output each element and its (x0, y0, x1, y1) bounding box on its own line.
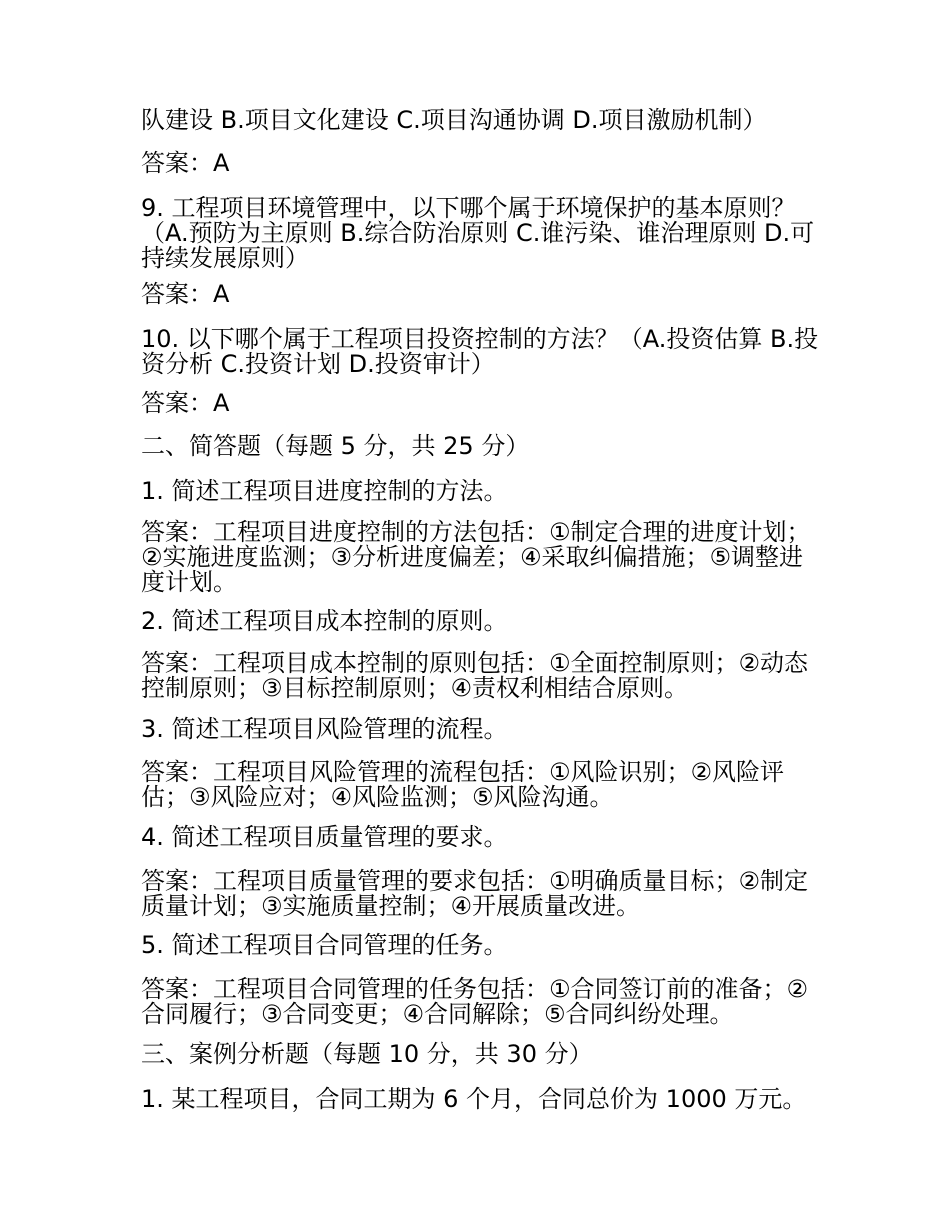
answer-8: 答案：A (141, 149, 230, 177)
short-answer-3: 答案：工程项目风险管理的流程包括：①风险识别；②风险评估；③风险应对；④风险监测；⑤风险沟通。 (141, 758, 785, 811)
answer-10: 答案：A (141, 389, 230, 417)
short-answer-5: 答案：工程项目合同管理的任务包括：①合同签订前的准备；②合同履行；③合同变更；④合同解除；⑤合同纠纷处理。 (141, 975, 809, 1028)
short-answer-4: 答案：工程项目质量管理的要求包括：①明确质量目标；②制定质量计划；③实施质量控制；④开展质量改进。 (141, 867, 809, 920)
short-answer-question-3: 3. 简述工程项目风险管理的流程。 (141, 715, 508, 743)
question-8-options-continued: 队建设 B.项目文化建设 C.项目沟通协调 D.项目激励机制） (141, 106, 767, 134)
short-answer-question-1: 1. 简述工程项目进度控制的方法。 (141, 477, 508, 505)
short-answer-2: 答案：工程项目成本控制的原则包括：①全面控制原则；②动态控制原则；③目标控制原则；④责权利相结合原则。 (141, 649, 809, 702)
question-9: 9. 工程项目环境管理中，以下哪个属于环境保护的基本原则？（A.预防为主原则 B.综合防治原则 C.谁污染、谁治理原则 D.可持续发展原则） (141, 194, 815, 272)
case-question-1: 1. 某工程项目，合同工期为 6 个月，合同总价为 1000 万元。 (141, 1085, 807, 1113)
short-answer-1: 答案：工程项目进度控制的方法包括：①制定合理的进度计划；②实施进度监测；③分析进度偏差；④采取纠偏措施；⑤调整进度计划。 (141, 518, 811, 596)
short-answer-question-2: 2. 简述工程项目成本控制的原则。 (141, 607, 508, 635)
section-2-heading: 二、简答题（每题 5 分，共 25 分） (141, 432, 530, 460)
short-answer-question-5: 5. 简述工程项目合同管理的任务。 (141, 931, 508, 959)
answer-9: 答案：A (141, 280, 230, 308)
question-10: 10. 以下哪个属于工程项目投资控制的方法？（A.投资估算 B.投资分析 C.投资计划 D.投资审计） (141, 325, 819, 378)
section-3-heading: 三、案例分析题（每题 10 分，共 30 分） (141, 1040, 593, 1068)
short-answer-question-4: 4. 简述工程项目质量管理的要求。 (141, 823, 508, 851)
